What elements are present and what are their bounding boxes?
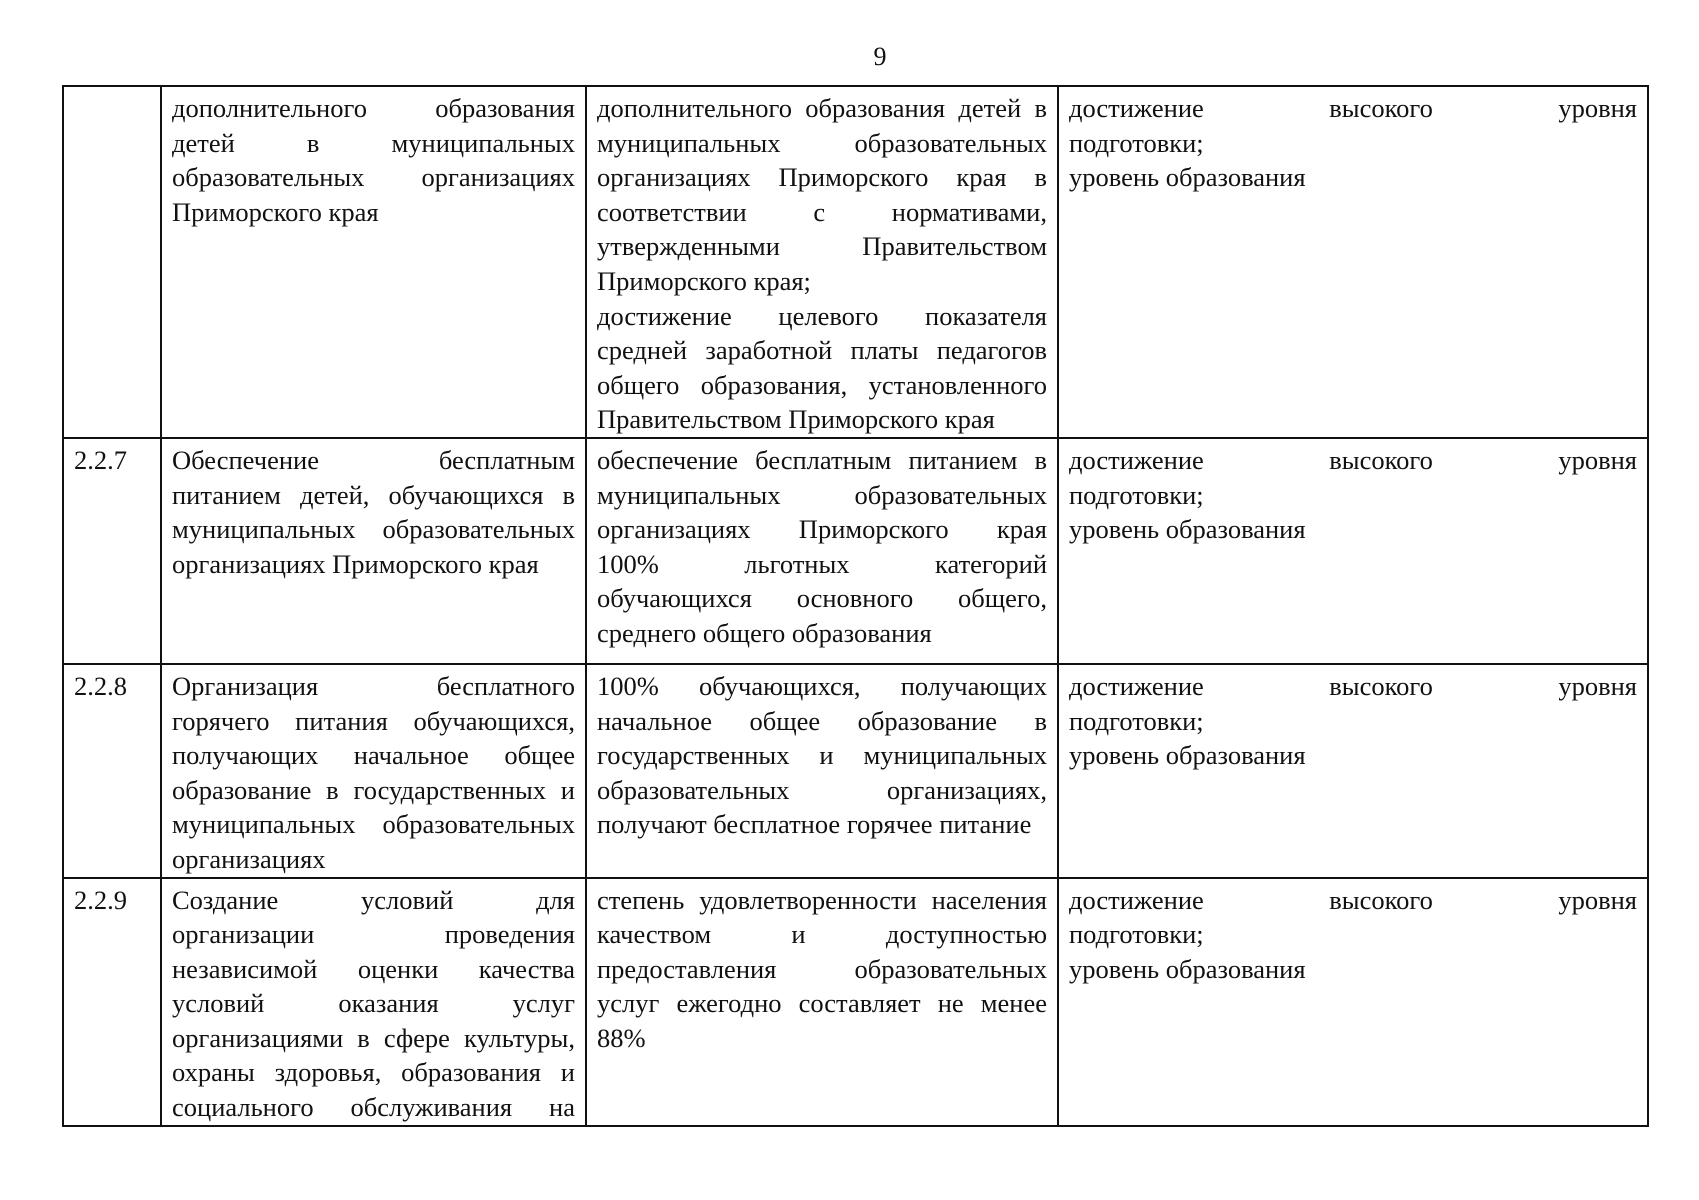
cell-line: достижение высокого уровня (1069, 670, 1637, 701)
cell-line: степень удовлетворенности населения (597, 884, 1047, 915)
cell-line: 100% льготных категорий (597, 548, 1047, 579)
cell-line: муниципальных образовательных (172, 809, 575, 840)
cell-line: организациях Приморского края (172, 548, 539, 579)
cell-line: муниципальных образовательных (597, 479, 1047, 510)
cell-line: достижение высокого уровня (1069, 884, 1637, 915)
cell-line: 100% обучающихся, получающих (597, 670, 1047, 701)
cell-line: достижение высокого уровня (1069, 93, 1637, 123)
cell-line: получающих начальное общее (172, 740, 575, 771)
cell-line: охраны здоровья, образования и (172, 1057, 575, 1088)
cell-line: дополнительного образования детей в (597, 93, 1047, 123)
measure-name-cell (161, 878, 586, 1126)
cell-line: получают бесплатное горячее питание (597, 809, 1032, 840)
cell-line: качеством и доступностью (597, 919, 1047, 950)
cell-line: условий оказания услуг (172, 988, 575, 1019)
expected-result-cell (586, 438, 1058, 664)
cell-line: Организация бесплатного (172, 670, 575, 701)
cell-line: среднего общего образования (597, 617, 932, 648)
cell-line: Приморского края; (597, 265, 811, 296)
table-row (63, 438, 1648, 664)
cell-line: социального обслуживания на (172, 1092, 575, 1123)
cell-line: 88% (597, 1022, 646, 1053)
cell-line: обеспечение бесплатным питанием в (597, 444, 1047, 475)
effect-cell (1058, 878, 1648, 1126)
cell-line: уровень образования (1069, 740, 1306, 771)
cell-line: Создание условий для (172, 884, 575, 915)
cell-line: подготовки; (1069, 127, 1204, 158)
cell-line: начальное общее образование в (597, 705, 1047, 736)
measure-name-cell (161, 664, 586, 878)
cell-line: организациях Приморского края (597, 514, 1047, 545)
cell-line: образовательных организациях, (597, 774, 1047, 805)
cell-line: достижение целевого показателя (597, 300, 1047, 331)
cell-line: Приморского края (172, 196, 379, 227)
row-number: 2.2.8 (63, 664, 161, 878)
cell-line: образовательных организациях (172, 162, 575, 193)
cell-line: уровень образования (1069, 514, 1306, 545)
row-number: 2.2.7 (63, 438, 161, 664)
cell-line: организациях (172, 843, 326, 874)
cell-line: дополнительного образования (172, 93, 575, 123)
expected-result-cell (586, 86, 1058, 438)
cell-line: обучающихся основного общего, (597, 583, 1047, 614)
cell-line: организациях Приморского края в (597, 162, 1047, 193)
measure-name-cell (161, 86, 586, 438)
effect-cell (1058, 86, 1648, 438)
cell-line: Обеспечение бесплатным (172, 444, 575, 475)
cell-line: образование в государственных и (172, 774, 575, 805)
table-row (63, 86, 1648, 438)
measure-name-cell (161, 438, 586, 664)
cell-line: питанием детей, обучающихся в (172, 479, 575, 510)
cell-line: муниципальных образовательных (597, 127, 1047, 158)
cell-line: подготовки; (1069, 919, 1204, 950)
table-row (63, 878, 1648, 1126)
cell-line: уровень образования (1069, 162, 1306, 193)
cell-line: подготовки; (1069, 479, 1204, 510)
cell-line: средней заработной платы педагогов (597, 335, 1047, 366)
cell-line: Правительством Приморского края (597, 404, 995, 435)
cell-line: муниципальных образовательных (172, 514, 575, 545)
row-number (63, 86, 161, 438)
cell-line: организациями в сфере культуры, (172, 1022, 575, 1053)
effect-cell (1058, 664, 1648, 878)
cell-line: государственных и муниципальных (597, 740, 1047, 771)
measures-table (62, 85, 1649, 1127)
cell-line: подготовки; (1069, 705, 1204, 736)
table-row (63, 664, 1648, 878)
cell-line: организации проведения (172, 919, 575, 950)
cell-line: достижение высокого уровня (1069, 444, 1637, 475)
page-number: 9 (873, 42, 887, 71)
cell-line: независимой оценки качества (172, 953, 575, 984)
cell-line: соответствии с нормативами, (597, 196, 1047, 227)
cell-line: уровень образования (1069, 953, 1306, 984)
cell-line: предоставления образовательных (597, 953, 1047, 984)
table-body (63, 86, 1648, 1126)
expected-result-cell (586, 878, 1058, 1126)
row-number: 2.2.9 (63, 878, 161, 1126)
effect-cell (1058, 438, 1648, 664)
expected-result-cell (586, 664, 1058, 878)
cell-line: общего образования, установленного (597, 369, 1047, 400)
cell-line: услуг ежегодно составляет не менее (597, 988, 1047, 1019)
cell-line: детей в муниципальных (172, 127, 575, 158)
cell-line: утвержденными Правительством (597, 231, 1047, 262)
cell-line: горячего питания обучающихся, (172, 705, 575, 736)
